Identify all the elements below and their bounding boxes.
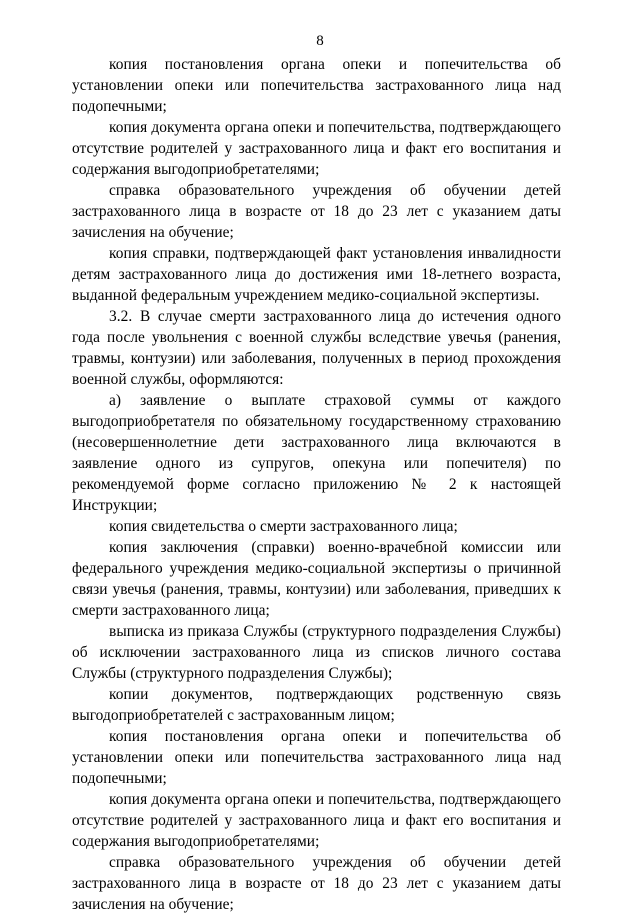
document-body [72, 54, 561, 915]
paragraph-kinship-documents: копии документов, подтверждающих родственную связь выгодоприобретателей с застрахованным лицом; [72, 686, 561, 724]
paragraph-item-a-application: а) заявление о выплате страховой суммы от каждого выгодоприобретателя по обязательному государственному страхованию (несовершеннолетние дети застрахованного лица включаются в заявление одного из супругов, опекуна или попечителя) по рекомендуемой форме согласно приложению № 2 к настоящей Инструкции; [72, 392, 561, 514]
page-number: 8 [316, 33, 324, 49]
paragraph-guardianship-resolution-copy-2: копия постановления органа опеки и попечительства об установлении опеки или попечительства застрахованного лица над подопечными; [72, 728, 561, 787]
paragraph-medical-commission-conclusion: копия заключения (справки) военно-врачебной комиссии или федерального учреждения медико-социальной экспертизы о причинной связи увечья (ранения, травмы, контузии) или заболевания, приведших к смерти застрахованного лица; [72, 539, 561, 619]
paragraph-education-certificate-2: справка образовательного учреждения об обучении детей застрахованного лица в возрасте от 18 до 23 лет с указанием даты зачисления на обучение; [72, 854, 561, 913]
paragraph-disability-certificate-copy: копия справки, подтверждающей факт установления инвалидности детям застрахованного лица до достижения ими 18-летнего возраста, выданной федеральным учреждением медико-социальной экспертизы. [72, 245, 561, 304]
paragraph-section-3-2: 3.2. В случае смерти застрахованного лица до истечения одного года после увольнения с военной службы вследствие увечья (ранения, травмы, контузии) или заболевания, полученных в период прохождения военной службы, оформляются: [72, 308, 561, 388]
paragraph-service-order-extract: выписка из приказа Службы (структурного подразделения Службы) об исключении застрахованного лица из списков личного состава Службы (структурного подразделения Службы); [72, 623, 561, 682]
paragraph-parents-absence-document: копия документа органа опеки и попечительства, подтверждающего отсутствие родителей у застрахованного лица и факт его воспитания и содержания выгодоприобретателями; [72, 119, 561, 178]
paragraph-guardianship-resolution-copy: копия постановления органа опеки и попечительства об установлении опеки или попечительства застрахованного лица над подопечными; [72, 56, 561, 115]
paragraph-education-certificate: справка образовательного учреждения об обучении детей застрахованного лица в возрасте от 18 до 23 лет с указанием даты зачисления на обучение; [72, 182, 561, 241]
paragraph-parents-absence-document-2: копия документа органа опеки и попечительства, подтверждающего отсутствие родителей у застрахованного лица и факт его воспитания и содержания выгодоприобретателями; [72, 791, 561, 850]
paragraph-death-certificate-copy: копия свидетельства о смерти застрахованного лица; [109, 518, 458, 535]
